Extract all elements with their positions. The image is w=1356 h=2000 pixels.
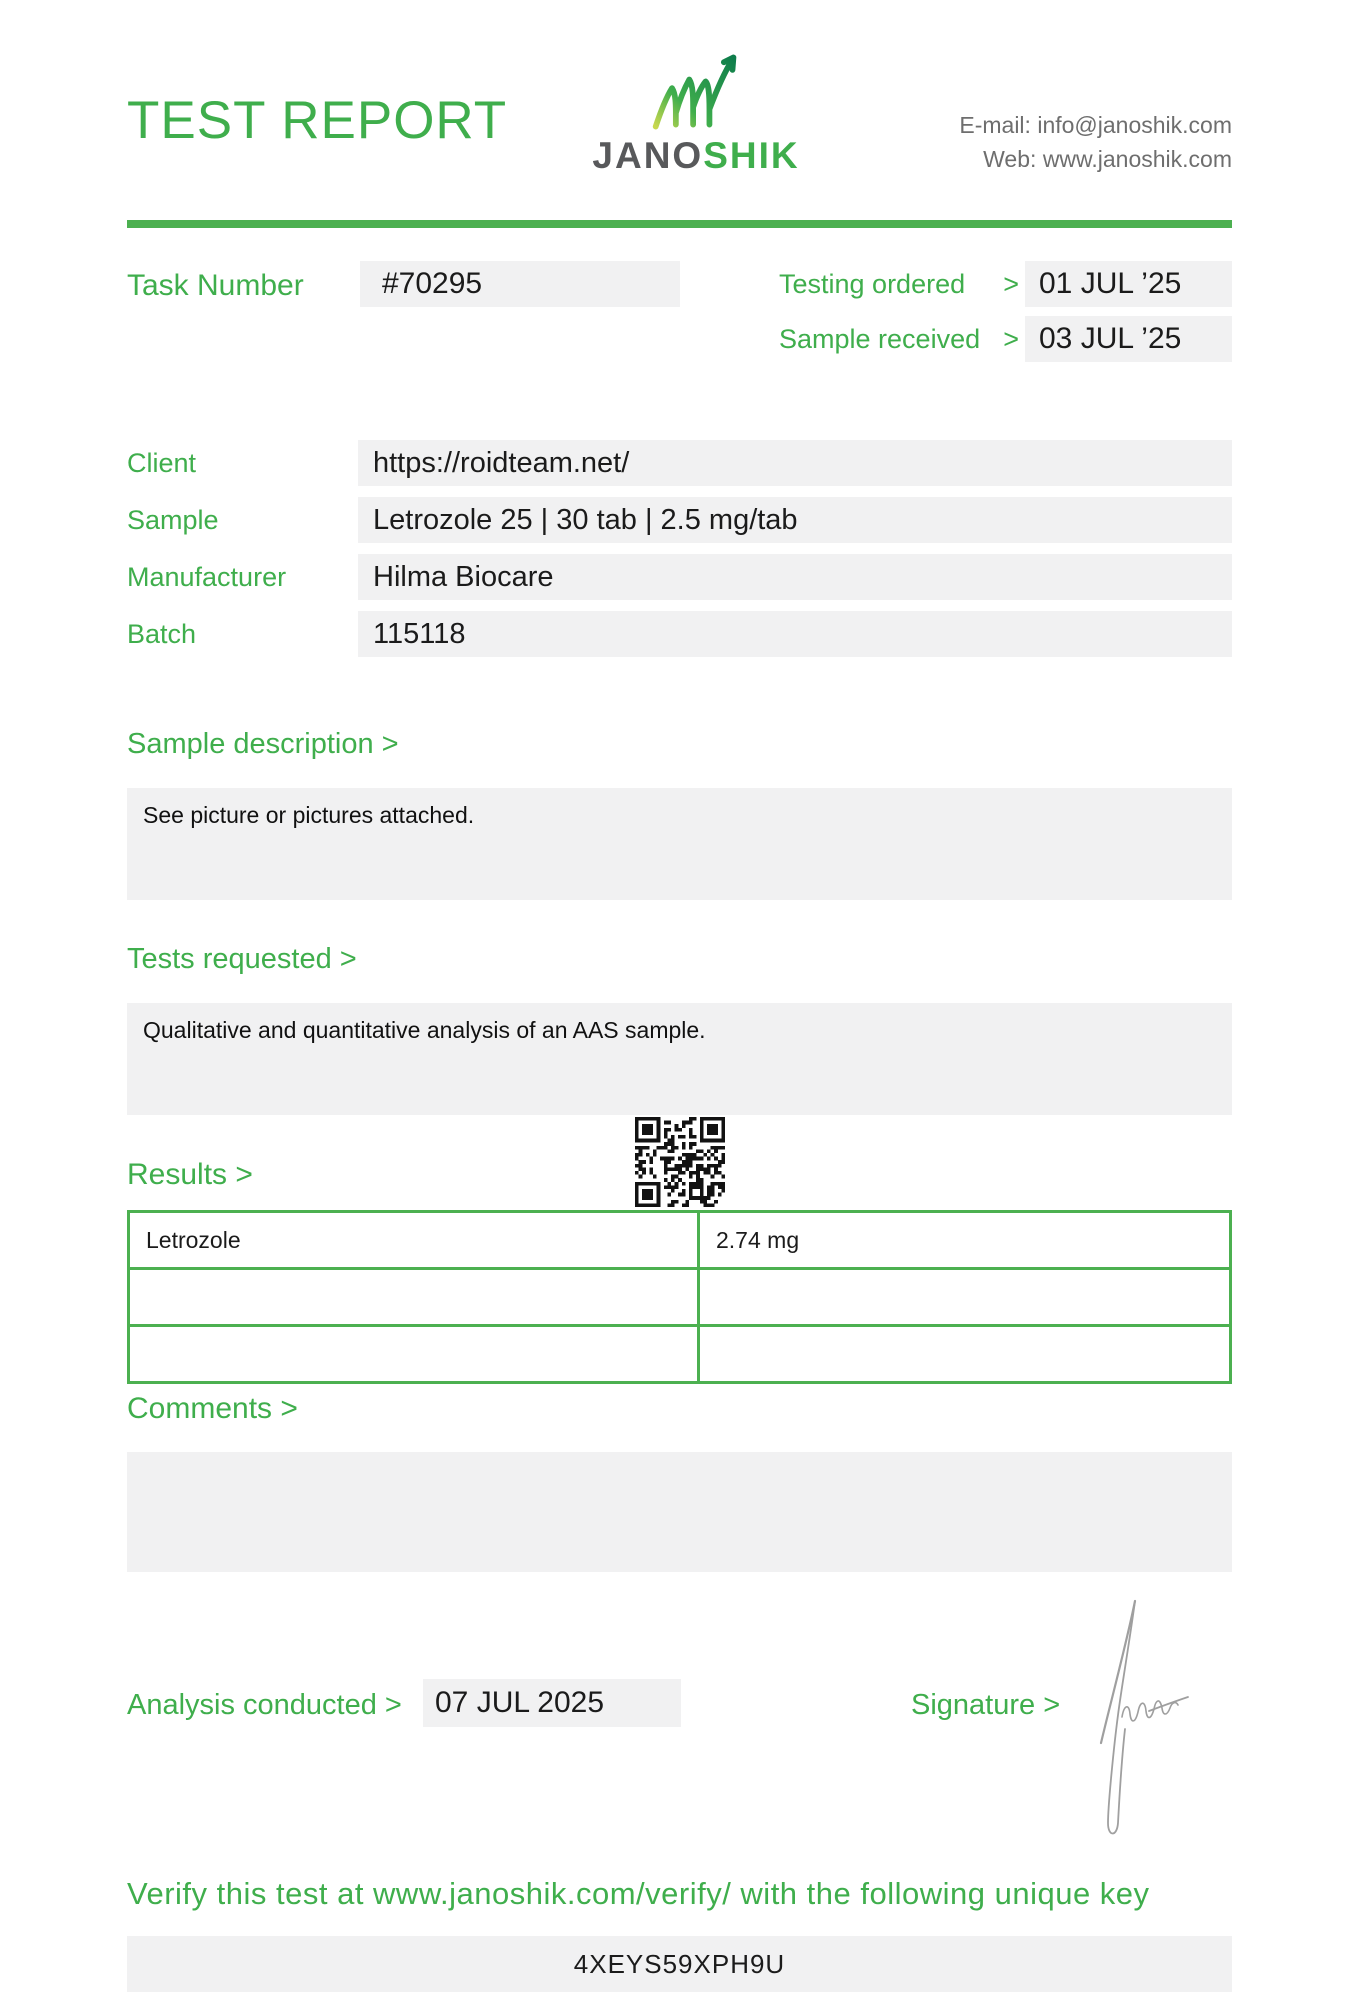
arrow-glyph: > [1003,324,1019,354]
logo-wordmark [592,136,799,176]
results-table [127,1210,1232,1384]
analysis-conducted-label: Analysis conducted > [127,1689,402,1721]
client-label: Client [127,448,197,478]
comments-heading: Comments > [127,1392,298,1425]
sample-received-value: 03 JUL ’25 [1025,316,1232,362]
arrow-glyph: > [1003,269,1019,299]
comments-box [127,1452,1232,1572]
unique-key-value: 4XEYS59XPH9U [127,1936,1232,1992]
client-value: https://roidteam.net/ [358,440,1232,486]
sample-description-box: See picture or pictures attached. [127,788,1232,900]
email-line [959,108,1232,142]
table-row [129,1269,1231,1326]
logo-text-dark: JANO [592,135,704,176]
manufacturer-label: Manufacturer [127,562,287,592]
sample-description-heading: Sample description > [127,728,399,760]
batch-value: 115118 [358,611,1232,657]
logo-text-green: SHIK [703,135,800,176]
result-amount [699,1326,1231,1383]
testing-ordered-label [779,261,1019,307]
email-label: E-mail: [959,112,1031,138]
web-value: www.janoshik.com [1042,146,1232,172]
sample-value: Letrozole 25 | 30 tab | 2.5 mg/tab [358,497,1232,543]
page-title: TEST REPORT [127,91,508,150]
result-substance [129,1326,699,1383]
verify-instruction: Verify this test at www.janoshik.com/verify/ with the following unique key [127,1876,1150,1911]
sample-label: Sample [127,505,219,535]
batch-label: Batch [127,619,197,649]
qr-code [635,1117,725,1207]
janoshik-logo [574,48,818,176]
table-row [129,1212,1231,1269]
sample-received-text: Sample received [779,324,981,354]
manufacturer-value: Hilma Biocare [358,554,1232,600]
web-label: Web: [983,146,1037,172]
web-line [959,142,1232,176]
results-heading: Results > [127,1158,253,1191]
result-amount: 2.74 mg [699,1212,1231,1269]
email-value: info@janoshik.com [1037,112,1232,138]
tests-requested-heading: Tests requested > [127,943,357,975]
result-substance [129,1269,699,1326]
header-divider [127,220,1232,228]
testing-ordered-value: 01 JUL ’25 [1025,261,1232,307]
task-number-value: #70295 [360,261,680,307]
signature-scrawl [1093,1593,1218,1848]
result-amount [699,1269,1231,1326]
task-number-label: Task Number [127,269,304,302]
result-substance: Letrozole [129,1212,699,1269]
testing-ordered-text: Testing ordered [779,269,966,299]
sample-received-label [779,316,1019,362]
contact-info [959,108,1232,176]
analysis-conducted-value: 07 JUL 2025 [423,1679,681,1727]
tests-requested-box: Qualitative and quantitative analysis of an AAS sample. [127,1003,1232,1115]
signature-label: Signature > [911,1689,1061,1721]
chart-logo-icon [648,48,744,136]
table-row [129,1326,1231,1383]
